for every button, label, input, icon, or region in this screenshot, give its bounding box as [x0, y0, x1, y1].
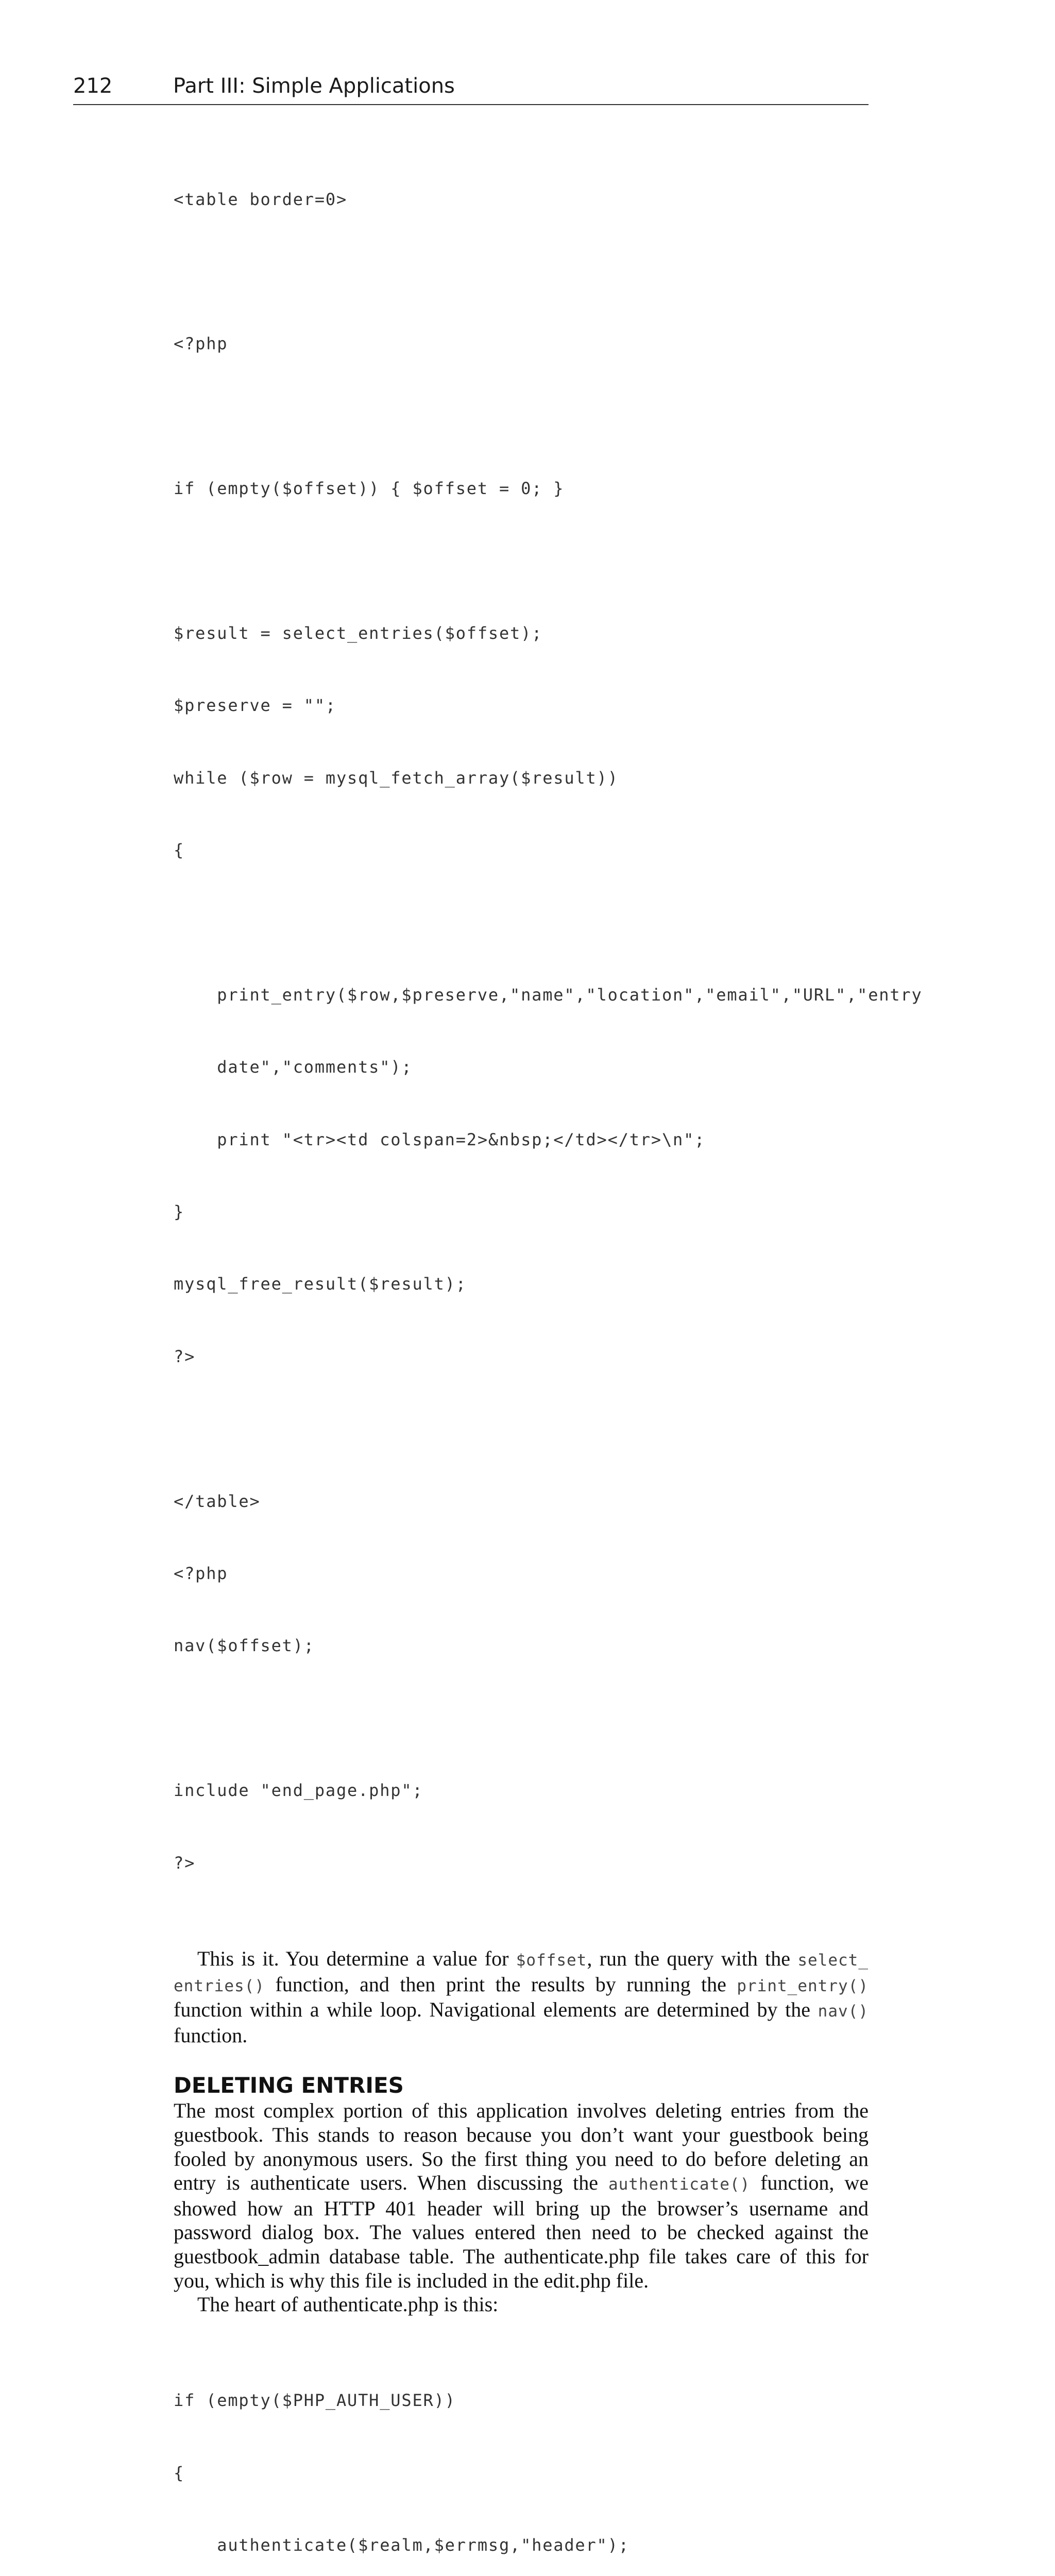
text-run: function within a while loop. Navigational elements are determined by the	[174, 1998, 818, 2022]
inline-code: print_entry()	[737, 1976, 869, 1995]
code-line: mysql_free_result($result);	[174, 1274, 467, 1294]
code-line: print "<tr><td colspan=2>&nbsp;</td></tr>\n";	[174, 1129, 706, 1149]
running-title: Part III: Simple Applications	[173, 74, 455, 98]
code-line: if (empty($PHP_AUTH_USER))	[174, 2391, 456, 2411]
code-line	[174, 1417, 869, 1441]
code-line: </table>	[174, 1491, 261, 1511]
code-line: authenticate($realm,$errmsg,"header");	[174, 2535, 629, 2555]
page-body	[174, 135, 923, 2576]
code-line: nav($offset);	[174, 1636, 315, 1656]
code-line	[174, 1706, 869, 1731]
code-line: {	[174, 840, 185, 860]
code-line: {	[174, 2463, 185, 2483]
text-run: The most complex portion of this application involves deleting entries from the guestbook. This stands to reason because you don’t want your guestbook being fooled by anonymous users. So the first thing you need to do before deleting an entry is authenticate users. When discussing the	[174, 2099, 869, 2195]
code-line: $preserve = "";	[174, 696, 336, 716]
text-run: This is it. You determine a value for	[197, 1946, 516, 1970]
body-paragraph: The heart of authenticate.php is this:	[197, 2293, 499, 2316]
section-heading: DELETING ENTRIES	[174, 2073, 404, 2098]
text-run: function, and then print the results by running the	[264, 1972, 737, 1996]
inline-code: nav()	[818, 2002, 869, 2021]
code-line: print_entry($row,$preserve,"name","location","email","URL","entry	[174, 985, 923, 1005]
code-line	[174, 404, 869, 429]
running-header	[73, 71, 869, 105]
page-number: 212	[73, 74, 113, 98]
code-line: $result = select_entries($offset);	[174, 623, 543, 643]
inline-code: select_ entries()	[174, 1951, 869, 1995]
text-run: function, we showed how an HTTP 401 header will bring up the browser’s username and password dialog box. The values entered then need to be checked against the guestbook_admin database table. The authenticate.php file takes care of this for you, which is why this file is included in the edit.php file.	[174, 2171, 869, 2292]
code-line: ?>	[174, 1853, 196, 1873]
code-listing-authenticate-php	[174, 2341, 869, 2576]
text-run: , run the query with the	[587, 1946, 798, 1970]
code-line	[174, 549, 869, 573]
code-line: }	[174, 1202, 185, 1222]
code-line: ?>	[174, 1346, 196, 1366]
code-line: while ($row = mysql_fetch_array($result))	[174, 768, 619, 788]
code-line: <?php	[174, 1564, 228, 1584]
body-paragraph	[174, 2099, 869, 2293]
inline-code: $offset	[516, 1951, 587, 1970]
body-paragraph	[174, 1947, 869, 2047]
code-listing-edit-php	[174, 139, 923, 1923]
code-line: include "end_page.php";	[174, 1781, 423, 1801]
code-line: if (empty($offset)) { $offset = 0; }	[174, 479, 565, 499]
text-run: function.	[174, 2023, 248, 2047]
code-line: <table border=0>	[174, 189, 348, 209]
code-line	[174, 911, 869, 935]
code-line: <?php	[174, 334, 228, 354]
inline-code: authenticate()	[608, 2175, 751, 2194]
code-line	[174, 260, 869, 284]
code-line: date","comments");	[174, 1057, 413, 1077]
